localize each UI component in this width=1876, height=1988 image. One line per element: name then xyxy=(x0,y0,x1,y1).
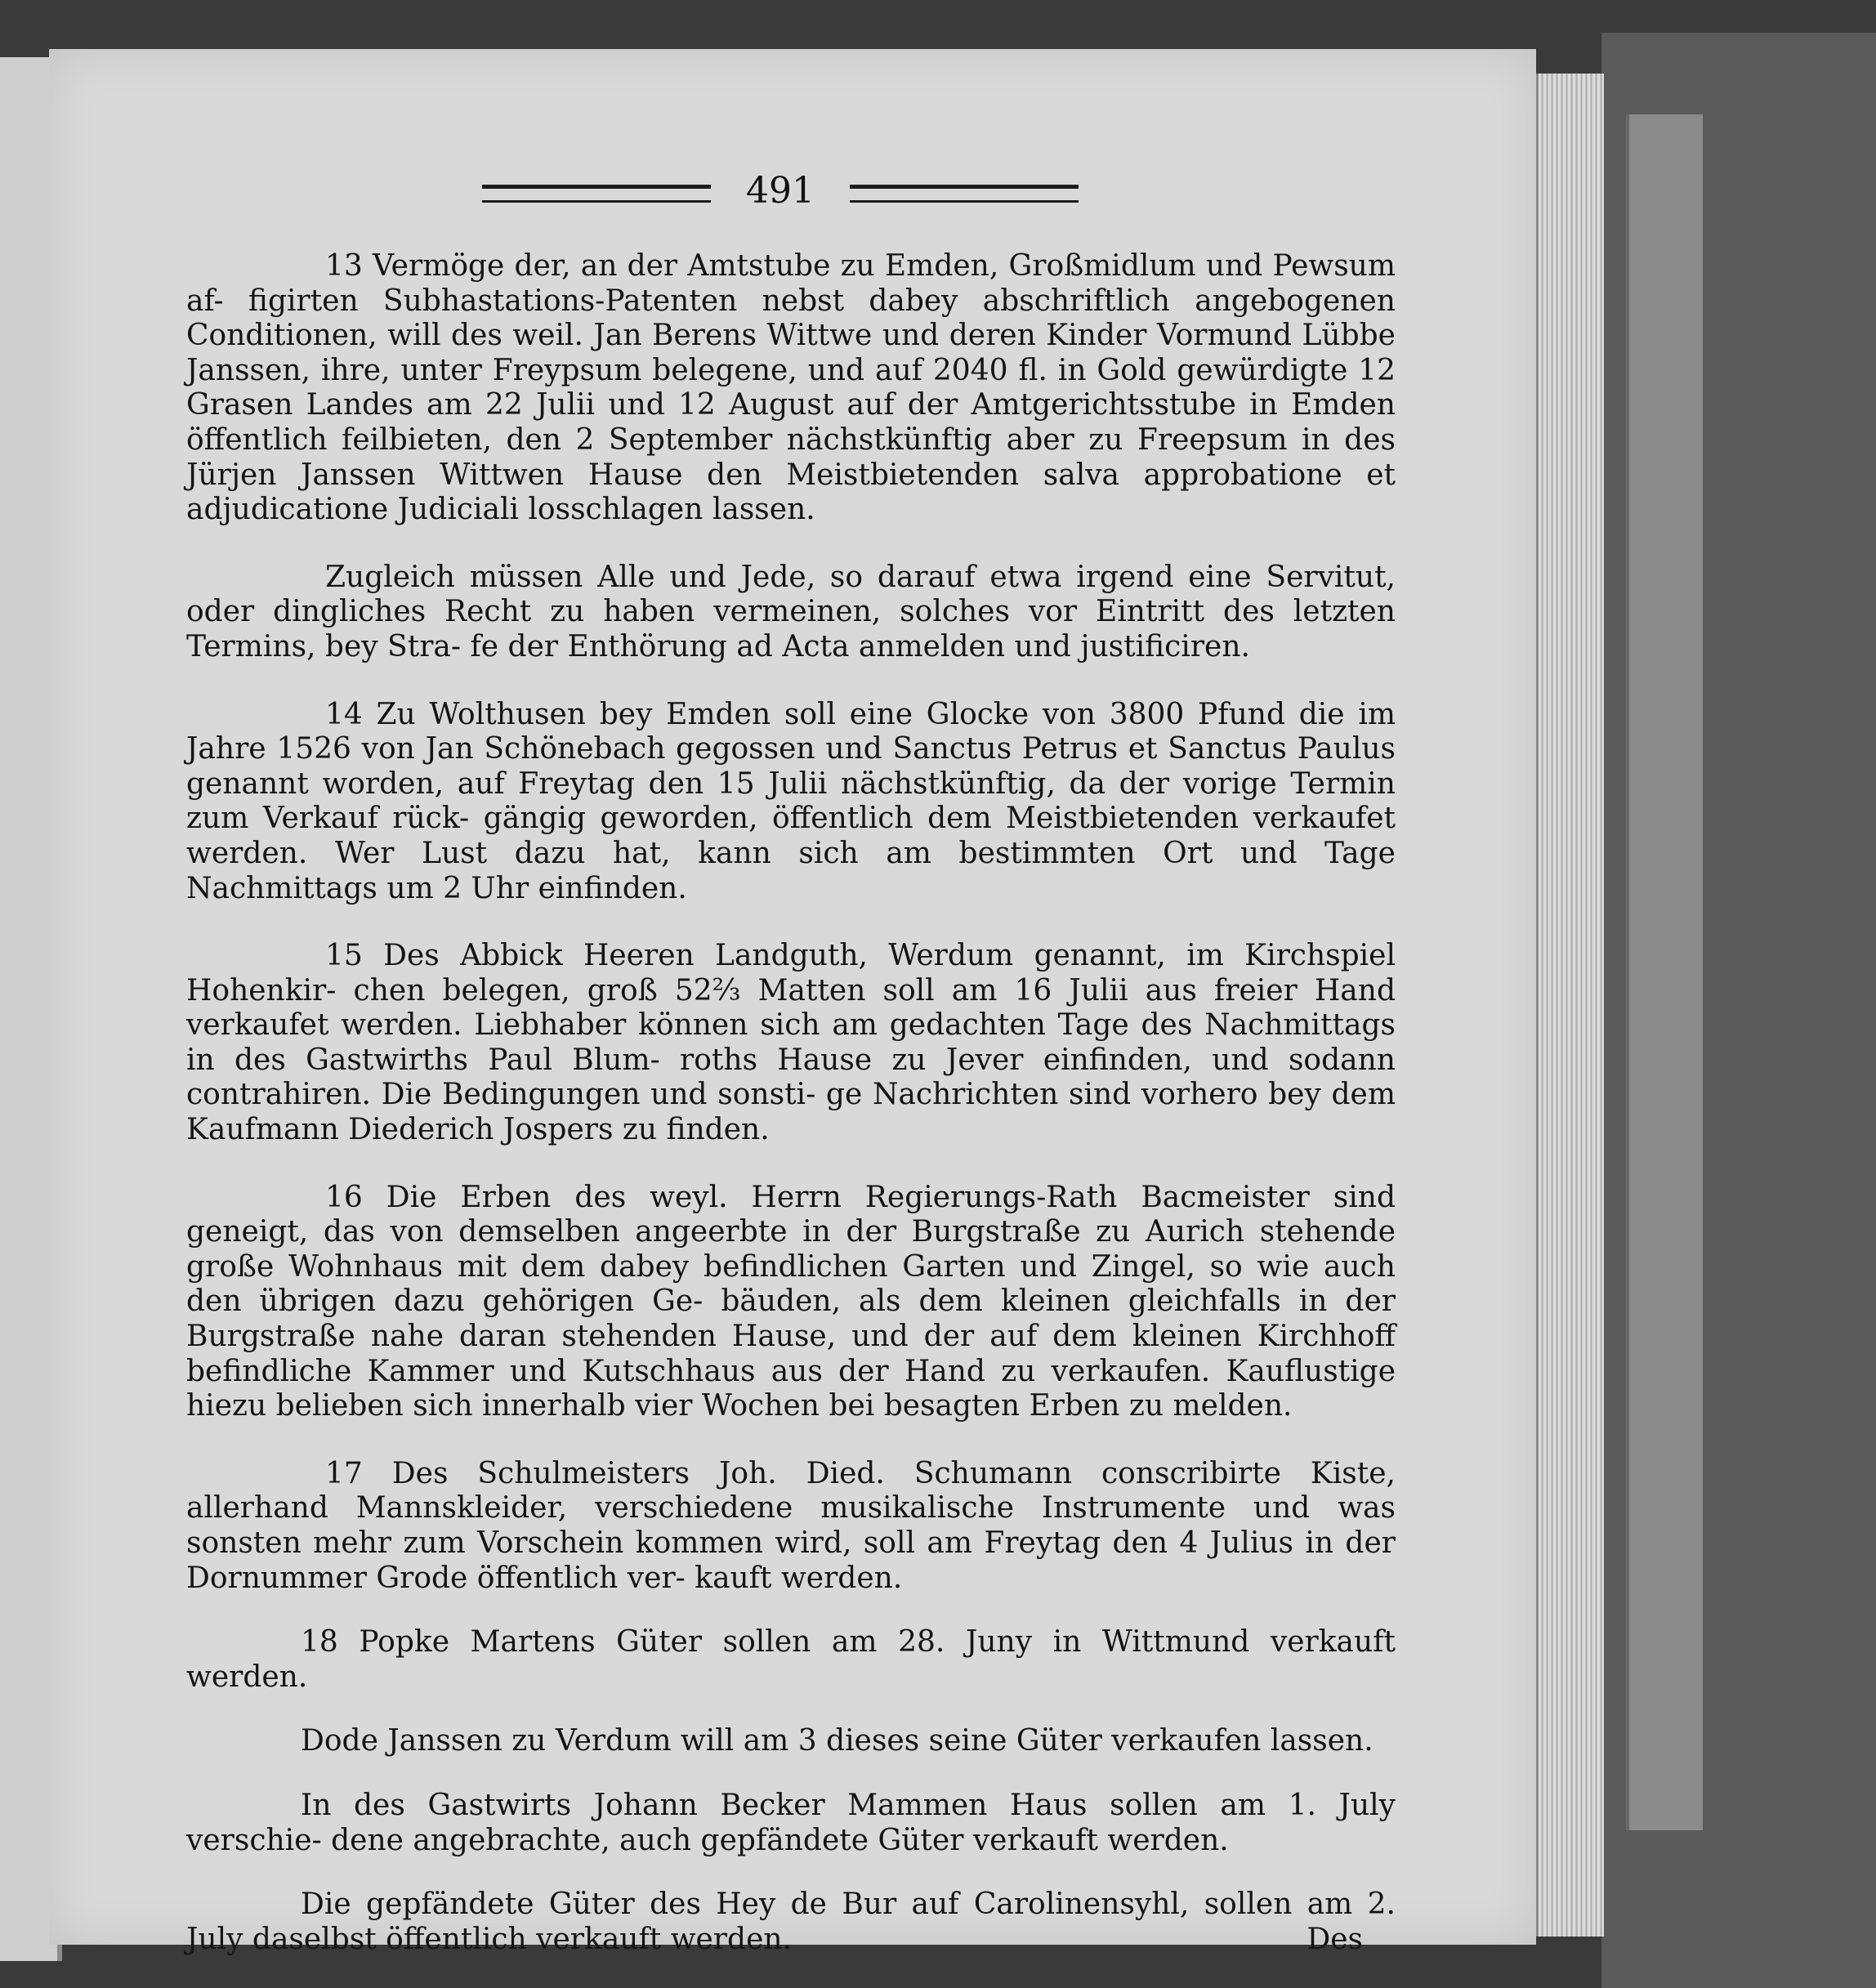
notice-18-becker: In des Gastwirts Johann Becker Mammen Haus sollen am 1. July verschie- dene angebrachte, auch gepfändete Güter verkauft werden. xyxy=(186,1788,1396,1857)
notice-18: 18 Popke Martens Güter sollen am 28. Juny in Wittmund verkauft werden. xyxy=(186,1625,1396,1694)
notice-18-hey: Die gepfändete Güter des Hey de Bur auf Carolinensyhl, sollen am 2. July daselbst öffentlich verkauft werden. xyxy=(186,1887,1396,1956)
page-edges xyxy=(1536,74,1604,1937)
notice-14: 14 Zu Wolthusen bey Emden soll eine Glocke von 3800 Pfund die im Jahre 1526 von Jan Schönebach gegossen und Sanctus Petrus et Sanctus Paulus genannt worden, auf Freytag den 15 Julii nächstkünftig, da der vorige Termin zum Verkauf rück- gängig geworden, öffentlich dem Meistbietenden verkaufet werden. Wer Lust dazu hat, kann sich am bestimmten Ort und Tage Nachmittags um 2 Uhr einfinden. xyxy=(186,697,1396,905)
page-header xyxy=(466,163,1119,221)
cover-marbling xyxy=(1626,114,1703,1830)
header-rule-right xyxy=(850,185,1079,203)
notice-13-servitut: Zugleich müssen Alle und Jede, so darauf etwa irgend eine Servitut, oder dingliches Recht zu haben vermeinen, solches vor Eintritt des letzten Termins, bey Stra- fe der Enthörung ad Acta anmelden und justificiren. xyxy=(186,560,1396,663)
notice-16: 16 Die Erben des weyl. Herrn Regierungs-Rath Bacmeister sind geneigt, das von demselben angeerbte in der Burgstraße zu Aurich stehende große Wohnhaus mit dem dabey befindlichen Garten und Zingel, so wie auch den übrigen dazu gehörigen Ge- bäuden, als dem kleinen gleichfalls in der Burgstraße nahe daran stehenden Hause, und der auf dem kleinen Kirchhoff befindliche Kammer und Kutschhaus aus der Hand zu verkaufen. Kauflustige hiezu belieben sich innerhalb vier Wochen bei besagten Erben zu melden. xyxy=(186,1180,1396,1423)
page xyxy=(49,49,1536,1957)
notice-13: 13 Vermöge der, an der Amtstube zu Emden, Großmidlum und Pewsum af- figirten Subhastations-Patenten nebst dabey abschriftlich angebogenen Conditionen, will des weil. Jan Berens Wittwe und deren Kinder Vormund Lübbe Janssen, ihre, unter Freypsum belegene, und auf 2040 fl. in Gold gewürdigte 12 Grasen Landes am 22 Julii und 12 August auf der Amtgerichtsstube in Emden öffentlich feilbieten, den 2 September nächstkünftig aber zu Freepsum in des Jürjen Janssen Wittwen Hause den Meistbietenden salva approbatione et adjudicatione Judiciali losschlagen lassen. xyxy=(186,249,1396,527)
header-rule-left xyxy=(482,185,711,203)
page-number: 491 xyxy=(746,170,815,212)
notice-15: 15 Des Abbick Heeren Landguth, Werdum genannt, im Kirchspiel Hohenkir- chen belegen, groß 52⅔ Matten soll am 16 Julii aus freier Hand verkaufet werden. Liebhaber können sich am gedachten Tage des Nachmittags in des Gastwirths Paul Blum- roths Hause zu Jever einfinden, und sodann contrahiren. Die Bedingungen und sonsti- ge Nachrichten sind vorhero bey dem Kaufmann Diederich Jospers zu finden. xyxy=(186,939,1396,1147)
notice-17: 17 Des Schulmeisters Joh. Died. Schumann conscribirte Kiste, allerhand Mannskleider, verschiedene musikalische Instrumente und was sonsten mehr zum Vorschein kommen wird, soll am Freytag den 4 Julius in der Dornummer Grode öffentlich ver- kauft werden. xyxy=(186,1456,1396,1595)
catchword: Des xyxy=(1306,1923,1363,1957)
notice-18-dode: Dode Janssen zu Verdum will am 3 dieses seine Güter verkaufen lassen. xyxy=(301,1724,1374,1758)
page-body xyxy=(186,249,1396,1958)
